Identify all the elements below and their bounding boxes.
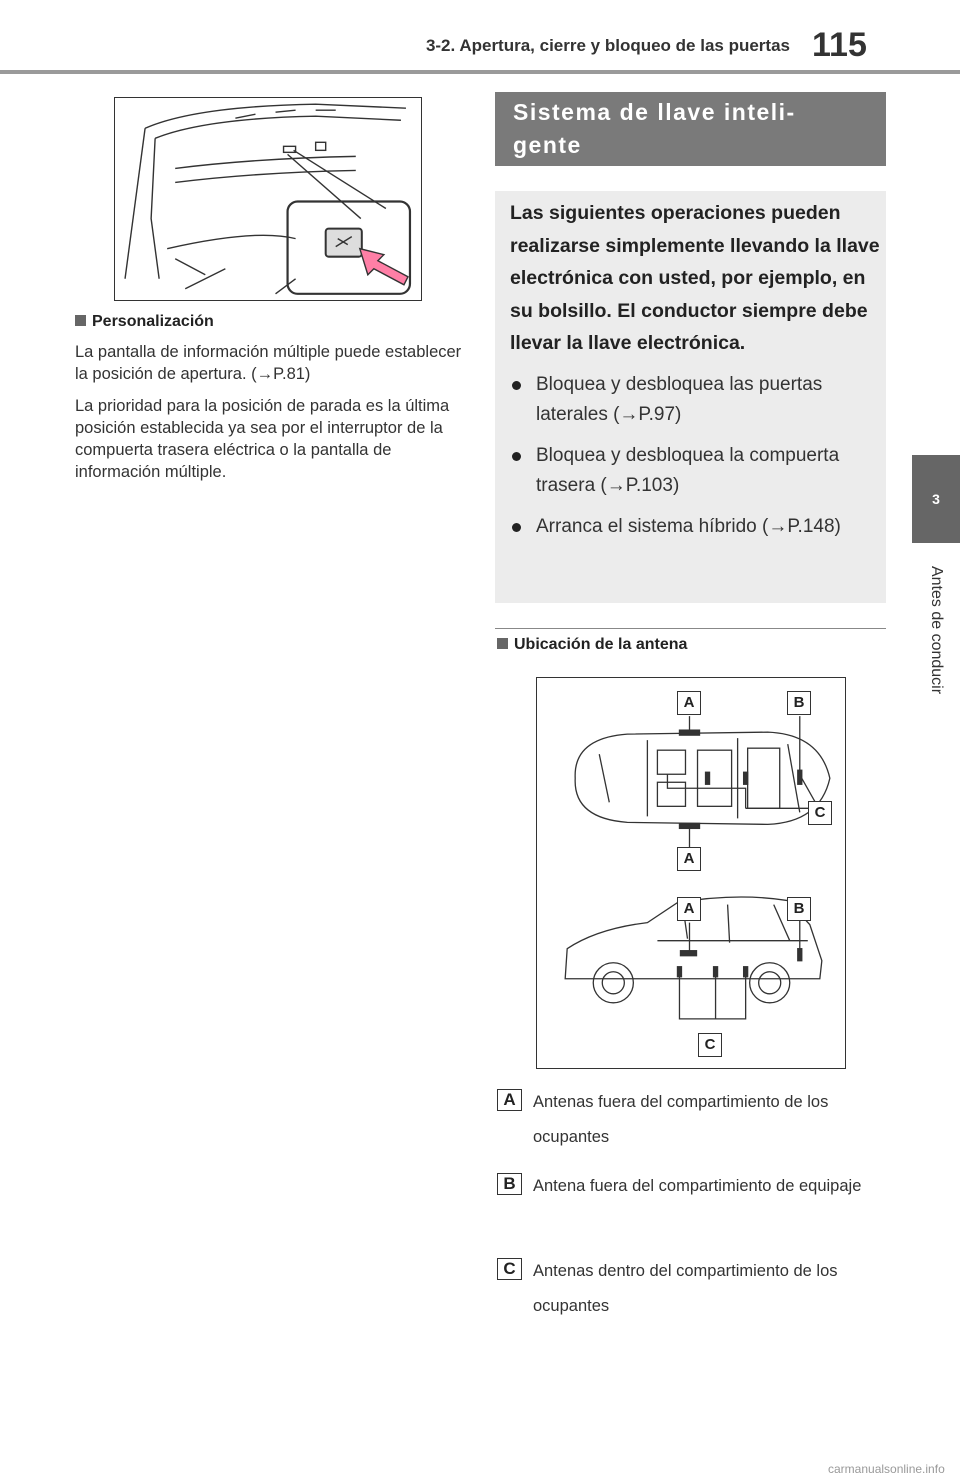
callout-c-side: C <box>698 1033 722 1057</box>
chapter-label: Antes de conducir <box>928 565 945 695</box>
antenna-heading-text: Ubicación de la antena <box>514 636 688 653</box>
section-divider <box>495 628 886 629</box>
callout-a-side: A <box>677 897 701 921</box>
antenna-location-illustration <box>536 677 846 1069</box>
legend-text-a: Antenas fuera del compartimiento de los ocupantes <box>533 1093 829 1146</box>
customization-heading <box>75 313 214 331</box>
callout-a-bottom: A <box>677 847 701 871</box>
section-square-icon <box>75 315 86 326</box>
legend-text-c: Antenas dentro del compartimiento de los ocupantes <box>533 1262 838 1315</box>
running-header: 3-2. Apertura, cierre y bloqueo de las puertas <box>425 36 790 55</box>
page-number: 115 <box>812 26 867 64</box>
customization-paragraph-2: La prioridad para la posición de parada es la última posición establecida ya sea por el interruptor de la compuerta trasera eléctrica o la pantalla de información múltiple. <box>75 397 450 481</box>
legend-key-b: B <box>497 1173 522 1195</box>
operation-side-doors: Bloquea y desbloquea las puertas laterales (→P.97) <box>510 370 886 430</box>
operation-back-door: Bloquea y desbloquea la compuerta trasera (→P.103) <box>510 441 886 501</box>
callout-c-top: C <box>808 801 832 825</box>
smart-key-info-box <box>495 191 886 603</box>
callout-b-top: B <box>787 691 811 715</box>
callout-a-top: A <box>677 691 701 715</box>
chapter-number: 3 <box>932 491 940 507</box>
back-door-switch-illustration <box>114 97 422 301</box>
header-rule <box>0 70 960 74</box>
legend-key-a: A <box>497 1089 522 1111</box>
legend-text-b: Antena fuera del compartimiento de equipaje <box>533 1177 862 1195</box>
smart-key-intro: Las siguientes operaciones pueden realizarse simplemente llevando la llave electrónica con usted, por ejemplo, en su bolsillo. El conductor siempre debe llevar la llave electrónica. <box>510 202 880 354</box>
antenna-heading <box>497 636 687 654</box>
smart-key-operations-list <box>510 370 886 542</box>
chapter-tab[interactable] <box>912 455 960 543</box>
operation-hybrid-start: Arranca el sistema híbrido (→P.148) <box>510 512 886 542</box>
section-square-icon <box>497 638 508 649</box>
legend-key-c: C <box>497 1258 522 1280</box>
customization-paragraph-1: La pantalla de información múltiple puede establecer la posición de apertura. (→P.81) <box>75 343 462 383</box>
watermark: carmanualsonline.info <box>828 1462 945 1476</box>
callout-b-side: B <box>787 897 811 921</box>
smart-key-section-title: Sistema de llave inteli- gente <box>495 92 886 166</box>
customization-heading-text: Personalización <box>92 313 214 330</box>
